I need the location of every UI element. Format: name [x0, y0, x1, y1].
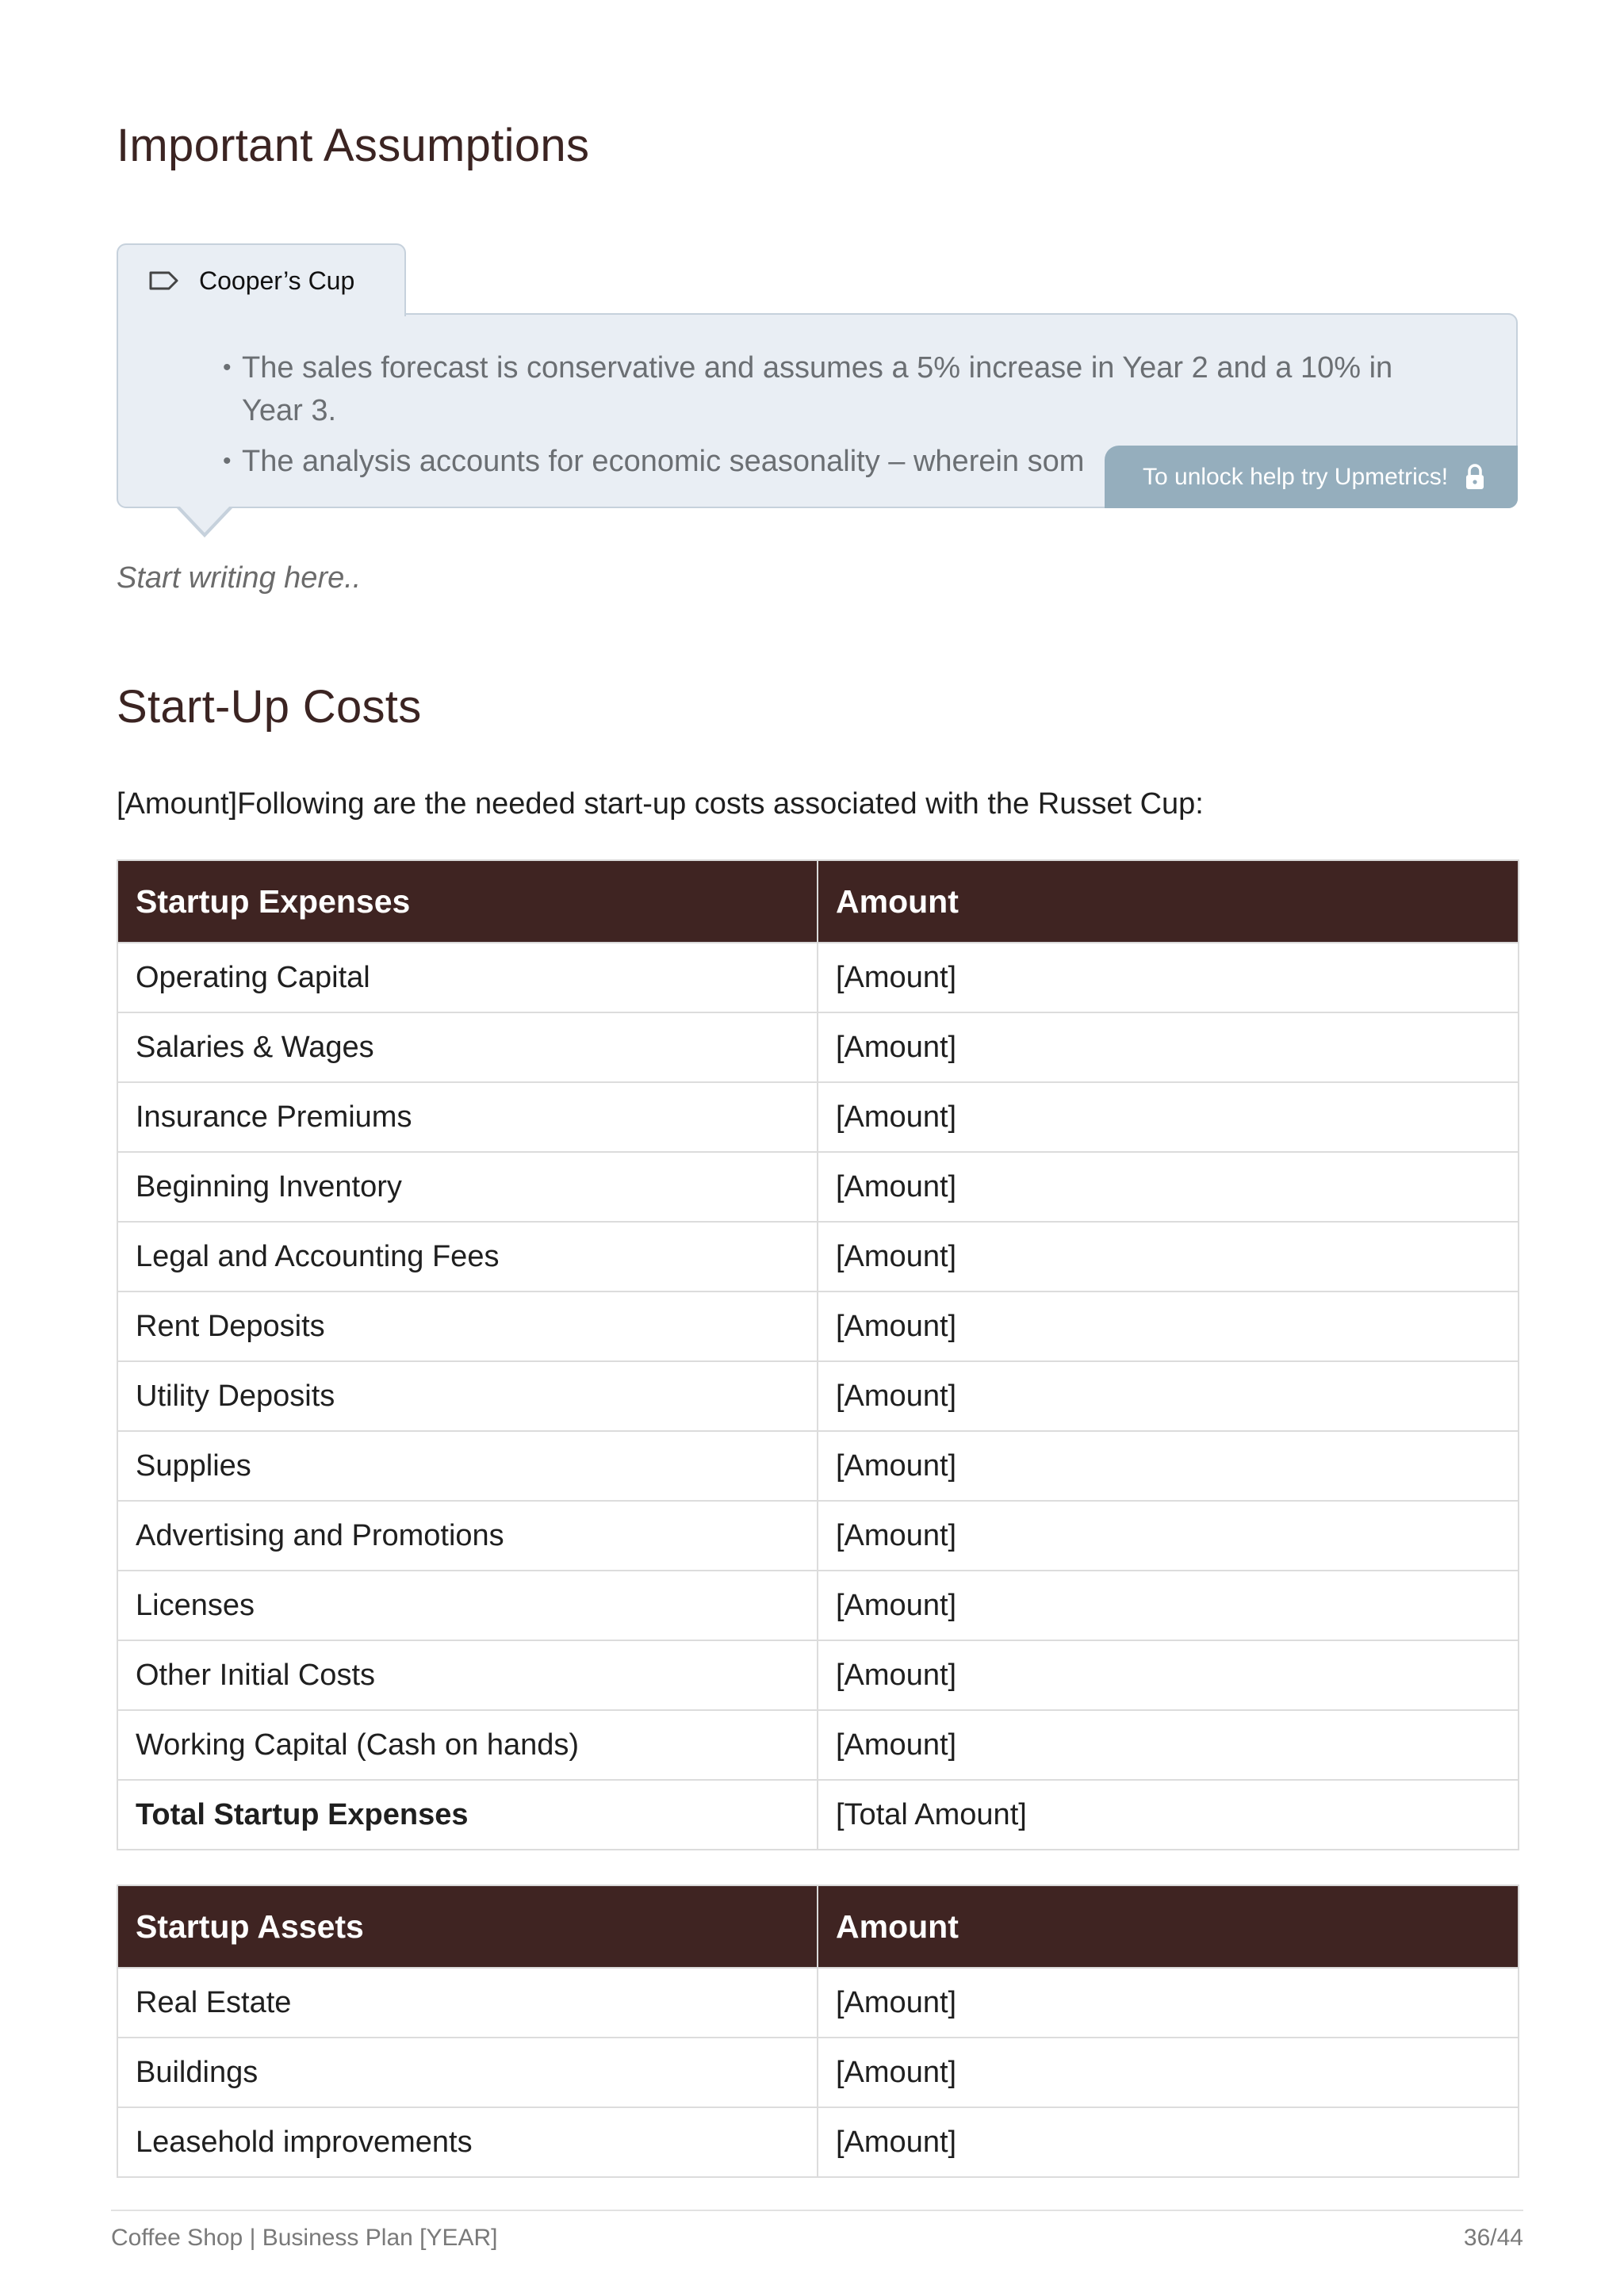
- table-row: [117, 1361, 1519, 1431]
- expense-amount: [Amount]: [818, 1571, 1519, 1640]
- table-header-cell: Amount: [818, 1885, 1519, 1968]
- expense-name: Insurance Premiums: [117, 1082, 818, 1152]
- table-row: [117, 1710, 1519, 1780]
- table-total-row: [117, 1780, 1519, 1850]
- expense-amount: [Amount]: [818, 1640, 1519, 1710]
- table-row: [117, 1431, 1519, 1501]
- unlock-help-label: To unlock help try Upmetrics!: [1143, 463, 1449, 490]
- table-row: [117, 1222, 1519, 1292]
- expense-name: Operating Capital: [117, 943, 818, 1012]
- table-header-cell: Amount: [818, 860, 1519, 943]
- table-row: [117, 1968, 1519, 2038]
- lock-icon: [1464, 464, 1486, 491]
- asset-name: Buildings: [117, 2038, 818, 2107]
- expense-name: Rent Deposits: [117, 1292, 818, 1361]
- table-row: [117, 1640, 1519, 1710]
- asset-amount: [Amount]: [818, 1968, 1519, 2038]
- expense-name: Advertising and Promotions: [117, 1501, 818, 1571]
- expense-amount: [Amount]: [818, 1012, 1519, 1082]
- expense-amount: [Amount]: [818, 1222, 1519, 1292]
- total-amount: [Total Amount]: [818, 1780, 1519, 1850]
- expense-amount: [Amount]: [818, 1292, 1519, 1361]
- table-row: [117, 1292, 1519, 1361]
- expense-amount: [Amount]: [818, 1082, 1519, 1152]
- asset-name: Leasehold improvements: [117, 2107, 818, 2177]
- expense-amount: [Amount]: [818, 1361, 1519, 1431]
- tag-icon: [148, 269, 180, 293]
- asset-amount: [Amount]: [818, 2107, 1519, 2177]
- startup-costs-heading: Start-Up Costs: [117, 681, 422, 733]
- assumption-item: • The analysis accounts for economic seasonality – wherein som: [223, 440, 1412, 483]
- expense-name: Supplies: [117, 1431, 818, 1501]
- table-row: [117, 1152, 1519, 1222]
- total-label: Total Startup Expenses: [117, 1780, 818, 1850]
- asset-name: Real Estate: [117, 1968, 818, 2038]
- expense-amount: [Amount]: [818, 1431, 1519, 1501]
- note-tab[interactable]: [117, 243, 406, 316]
- expense-name: Other Initial Costs: [117, 1640, 818, 1710]
- expense-amount: [Amount]: [818, 1710, 1519, 1780]
- footer-divider: [111, 2210, 1523, 2211]
- footer-document-title: Coffee Shop | Business Plan [YEAR]: [111, 2225, 498, 2251]
- startup-expenses-table: [117, 859, 1519, 1850]
- startup-intro-text: [Amount]Following are the needed start-up costs associated with the Russet Cup:: [117, 787, 1204, 821]
- expense-name: Beginning Inventory: [117, 1152, 818, 1222]
- table-row: [117, 1012, 1519, 1082]
- table-row: [117, 1501, 1519, 1571]
- table-header-row: [117, 1885, 1519, 1968]
- table-row: [117, 943, 1519, 1012]
- expense-amount: [Amount]: [818, 1152, 1519, 1222]
- table-row: [117, 2107, 1519, 2177]
- expense-name: Working Capital (Cash on hands): [117, 1710, 818, 1780]
- assumption-item: • The sales forecast is conservative and assumes a 5% increase in Year 2 and a 10% in Year 3.: [223, 346, 1412, 432]
- table-header-row: [117, 860, 1519, 943]
- table-row: [117, 1082, 1519, 1152]
- start-writing-placeholder[interactable]: Start writing here..: [117, 561, 362, 595]
- expense-name: Utility Deposits: [117, 1361, 818, 1431]
- important-assumptions-heading: Important Assumptions: [117, 120, 590, 171]
- table-header-cell: Startup Expenses: [117, 860, 818, 943]
- footer-page-number: 36/44: [1463, 2225, 1523, 2251]
- asset-amount: [Amount]: [818, 2038, 1519, 2107]
- table-row: [117, 1571, 1519, 1640]
- expense-name: Licenses: [117, 1571, 818, 1640]
- startup-assets-table: [117, 1885, 1519, 2178]
- table-row: [117, 2038, 1519, 2107]
- note-tab-label: Cooper’s Cup: [199, 266, 355, 295]
- expense-amount: [Amount]: [818, 1501, 1519, 1571]
- unlock-help-button[interactable]: [1105, 446, 1518, 508]
- expense-name: Salaries & Wages: [117, 1012, 818, 1082]
- expense-name: Legal and Accounting Fees: [117, 1222, 818, 1292]
- note-pointer-fill: [178, 505, 231, 533]
- expense-amount: [Amount]: [818, 943, 1519, 1012]
- table-header-cell: Startup Assets: [117, 1885, 818, 1968]
